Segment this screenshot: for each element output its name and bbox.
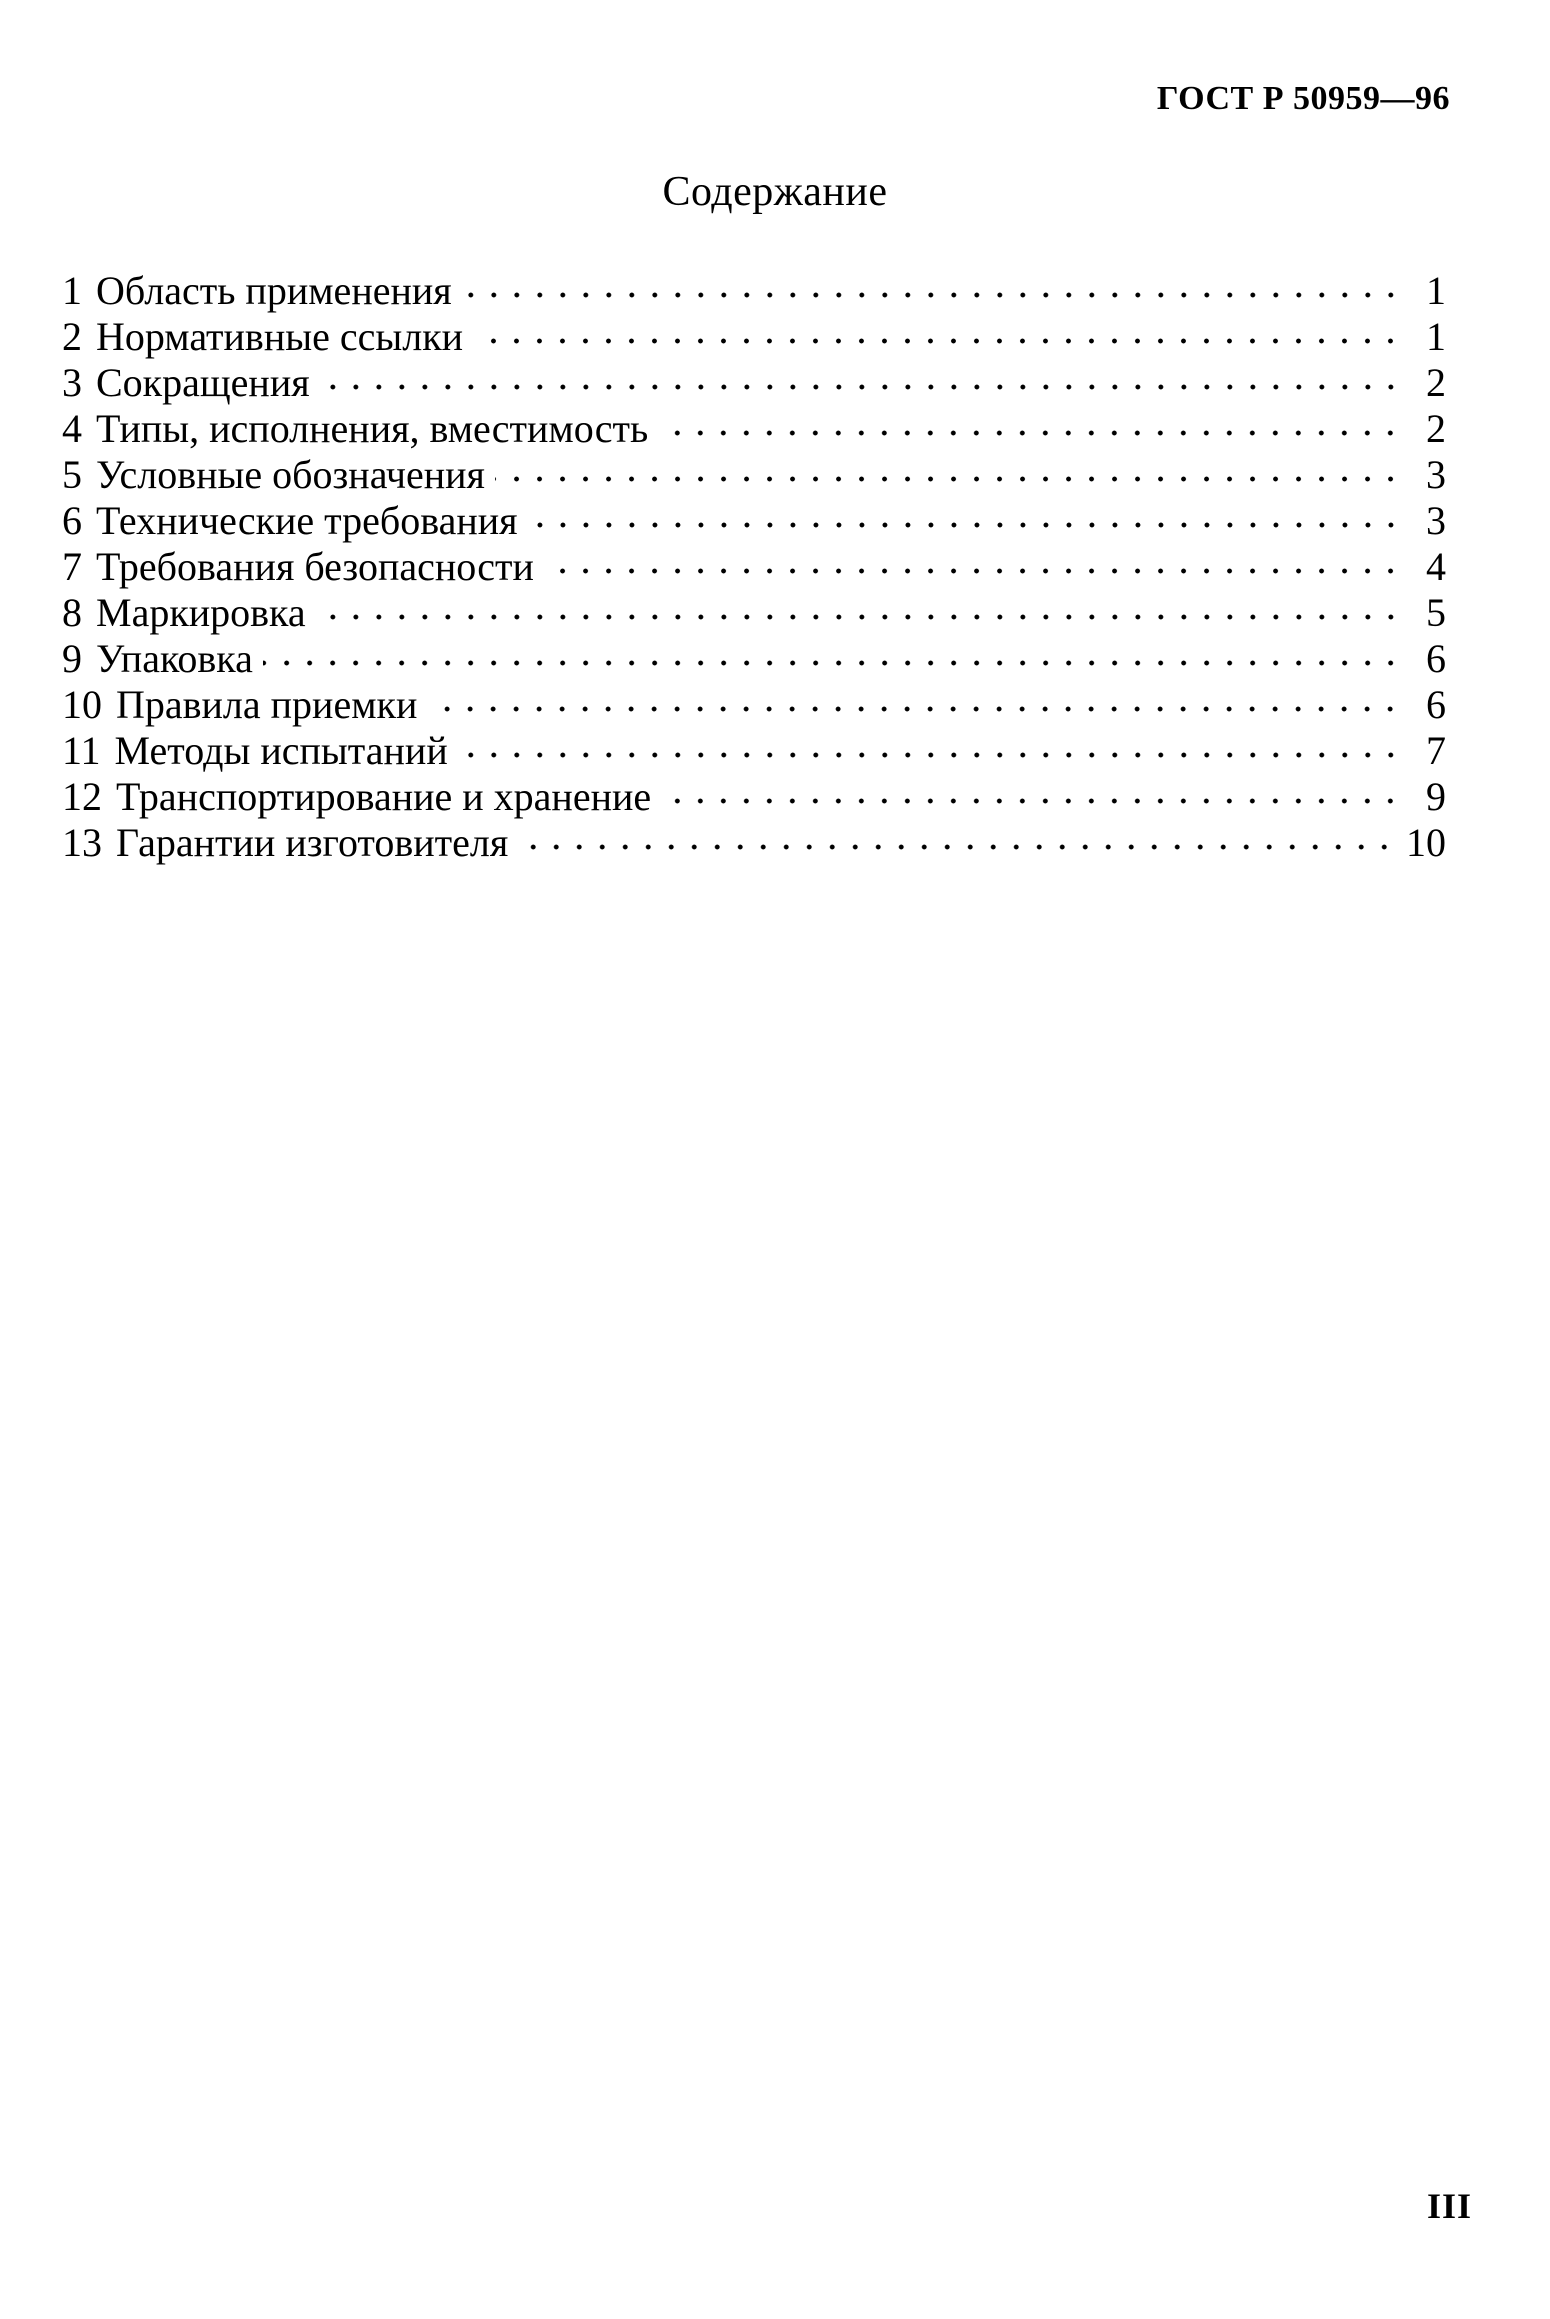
dot-leader <box>661 794 1402 808</box>
contents-item <box>62 774 1446 820</box>
dot-leader <box>316 610 1402 624</box>
contents-item <box>62 590 1446 636</box>
contents-item <box>62 268 1446 314</box>
page-number: III <box>1426 2186 1472 2226</box>
contents-title: Содержание <box>662 169 888 215</box>
contents-item-number: 6 <box>62 498 82 543</box>
contents-item-number: 3 <box>62 360 82 405</box>
contents-item-title: Условные обозначения <box>96 452 485 497</box>
dot-leader <box>462 288 1402 302</box>
contents-item-page: 10 <box>1406 820 1446 865</box>
dot-leader <box>458 748 1402 762</box>
contents-item-page: 6 <box>1426 636 1446 681</box>
contents-item <box>62 544 1446 590</box>
dot-leader <box>263 656 1402 670</box>
contents-item-number: 5 <box>62 452 82 497</box>
dot-leader <box>495 472 1402 486</box>
contents-item-page: 6 <box>1426 682 1446 727</box>
contents-item-title: Технические требования <box>96 498 518 543</box>
contents-item <box>62 682 1446 728</box>
contents-item-number: 11 <box>62 728 101 773</box>
contents-item <box>62 314 1446 360</box>
contents-item-page: 3 <box>1426 498 1446 543</box>
contents-item-title: Типы, исполнения, вместимость <box>96 406 649 451</box>
contents-item <box>62 636 1446 682</box>
contents-item-title: Методы испытаний <box>114 728 448 773</box>
dot-leader <box>320 380 1402 394</box>
contents-item-number: 8 <box>62 590 82 635</box>
contents-item-title: Гарантии изготовителя <box>116 820 509 865</box>
contents-item <box>62 452 1446 498</box>
contents-list <box>62 268 1446 866</box>
contents-item-title: Сокращения <box>96 360 310 405</box>
contents-item-number: 13 <box>62 820 102 865</box>
dot-leader <box>427 702 1402 716</box>
dot-leader <box>544 564 1402 578</box>
contents-item-page: 3 <box>1426 452 1446 497</box>
contents-item <box>62 406 1446 452</box>
contents-item <box>62 820 1446 866</box>
dot-leader <box>658 426 1402 440</box>
contents-item-page: 7 <box>1426 728 1446 773</box>
contents-item-page: 5 <box>1426 590 1446 635</box>
contents-item-title: Маркировка <box>96 590 306 635</box>
dot-leader <box>528 518 1402 532</box>
contents-item-title: Требования безопасности <box>96 544 534 589</box>
contents-item-page: 2 <box>1426 360 1446 405</box>
contents-item-title: Транспортирование и хранение <box>116 774 652 819</box>
dot-leader <box>518 840 1396 854</box>
contents-item-page: 9 <box>1426 774 1446 819</box>
contents-item <box>62 498 1446 544</box>
contents-item-title: Область применения <box>96 268 452 313</box>
contents-item-number: 1 <box>62 268 82 313</box>
contents-item-number: 10 <box>62 682 102 727</box>
document-code: ГОСТ Р 50959—96 <box>1156 80 1450 117</box>
contents-item <box>62 728 1446 774</box>
contents-item-page: 1 <box>1426 268 1446 313</box>
contents-item-title: Упаковка <box>96 636 253 681</box>
contents-item <box>62 360 1446 406</box>
contents-item-title: Правила приемки <box>116 682 418 727</box>
contents-item-page: 4 <box>1426 544 1446 589</box>
contents-item-number: 4 <box>62 406 82 451</box>
contents-item-page: 1 <box>1426 314 1446 359</box>
contents-item-number: 7 <box>62 544 82 589</box>
contents-item-number: 9 <box>62 636 82 681</box>
dot-leader <box>473 334 1402 348</box>
contents-item-number: 2 <box>62 314 82 359</box>
contents-item-number: 12 <box>62 774 102 819</box>
contents-item-page: 2 <box>1426 406 1446 451</box>
contents-item-title: Нормативные ссылки <box>96 314 464 359</box>
